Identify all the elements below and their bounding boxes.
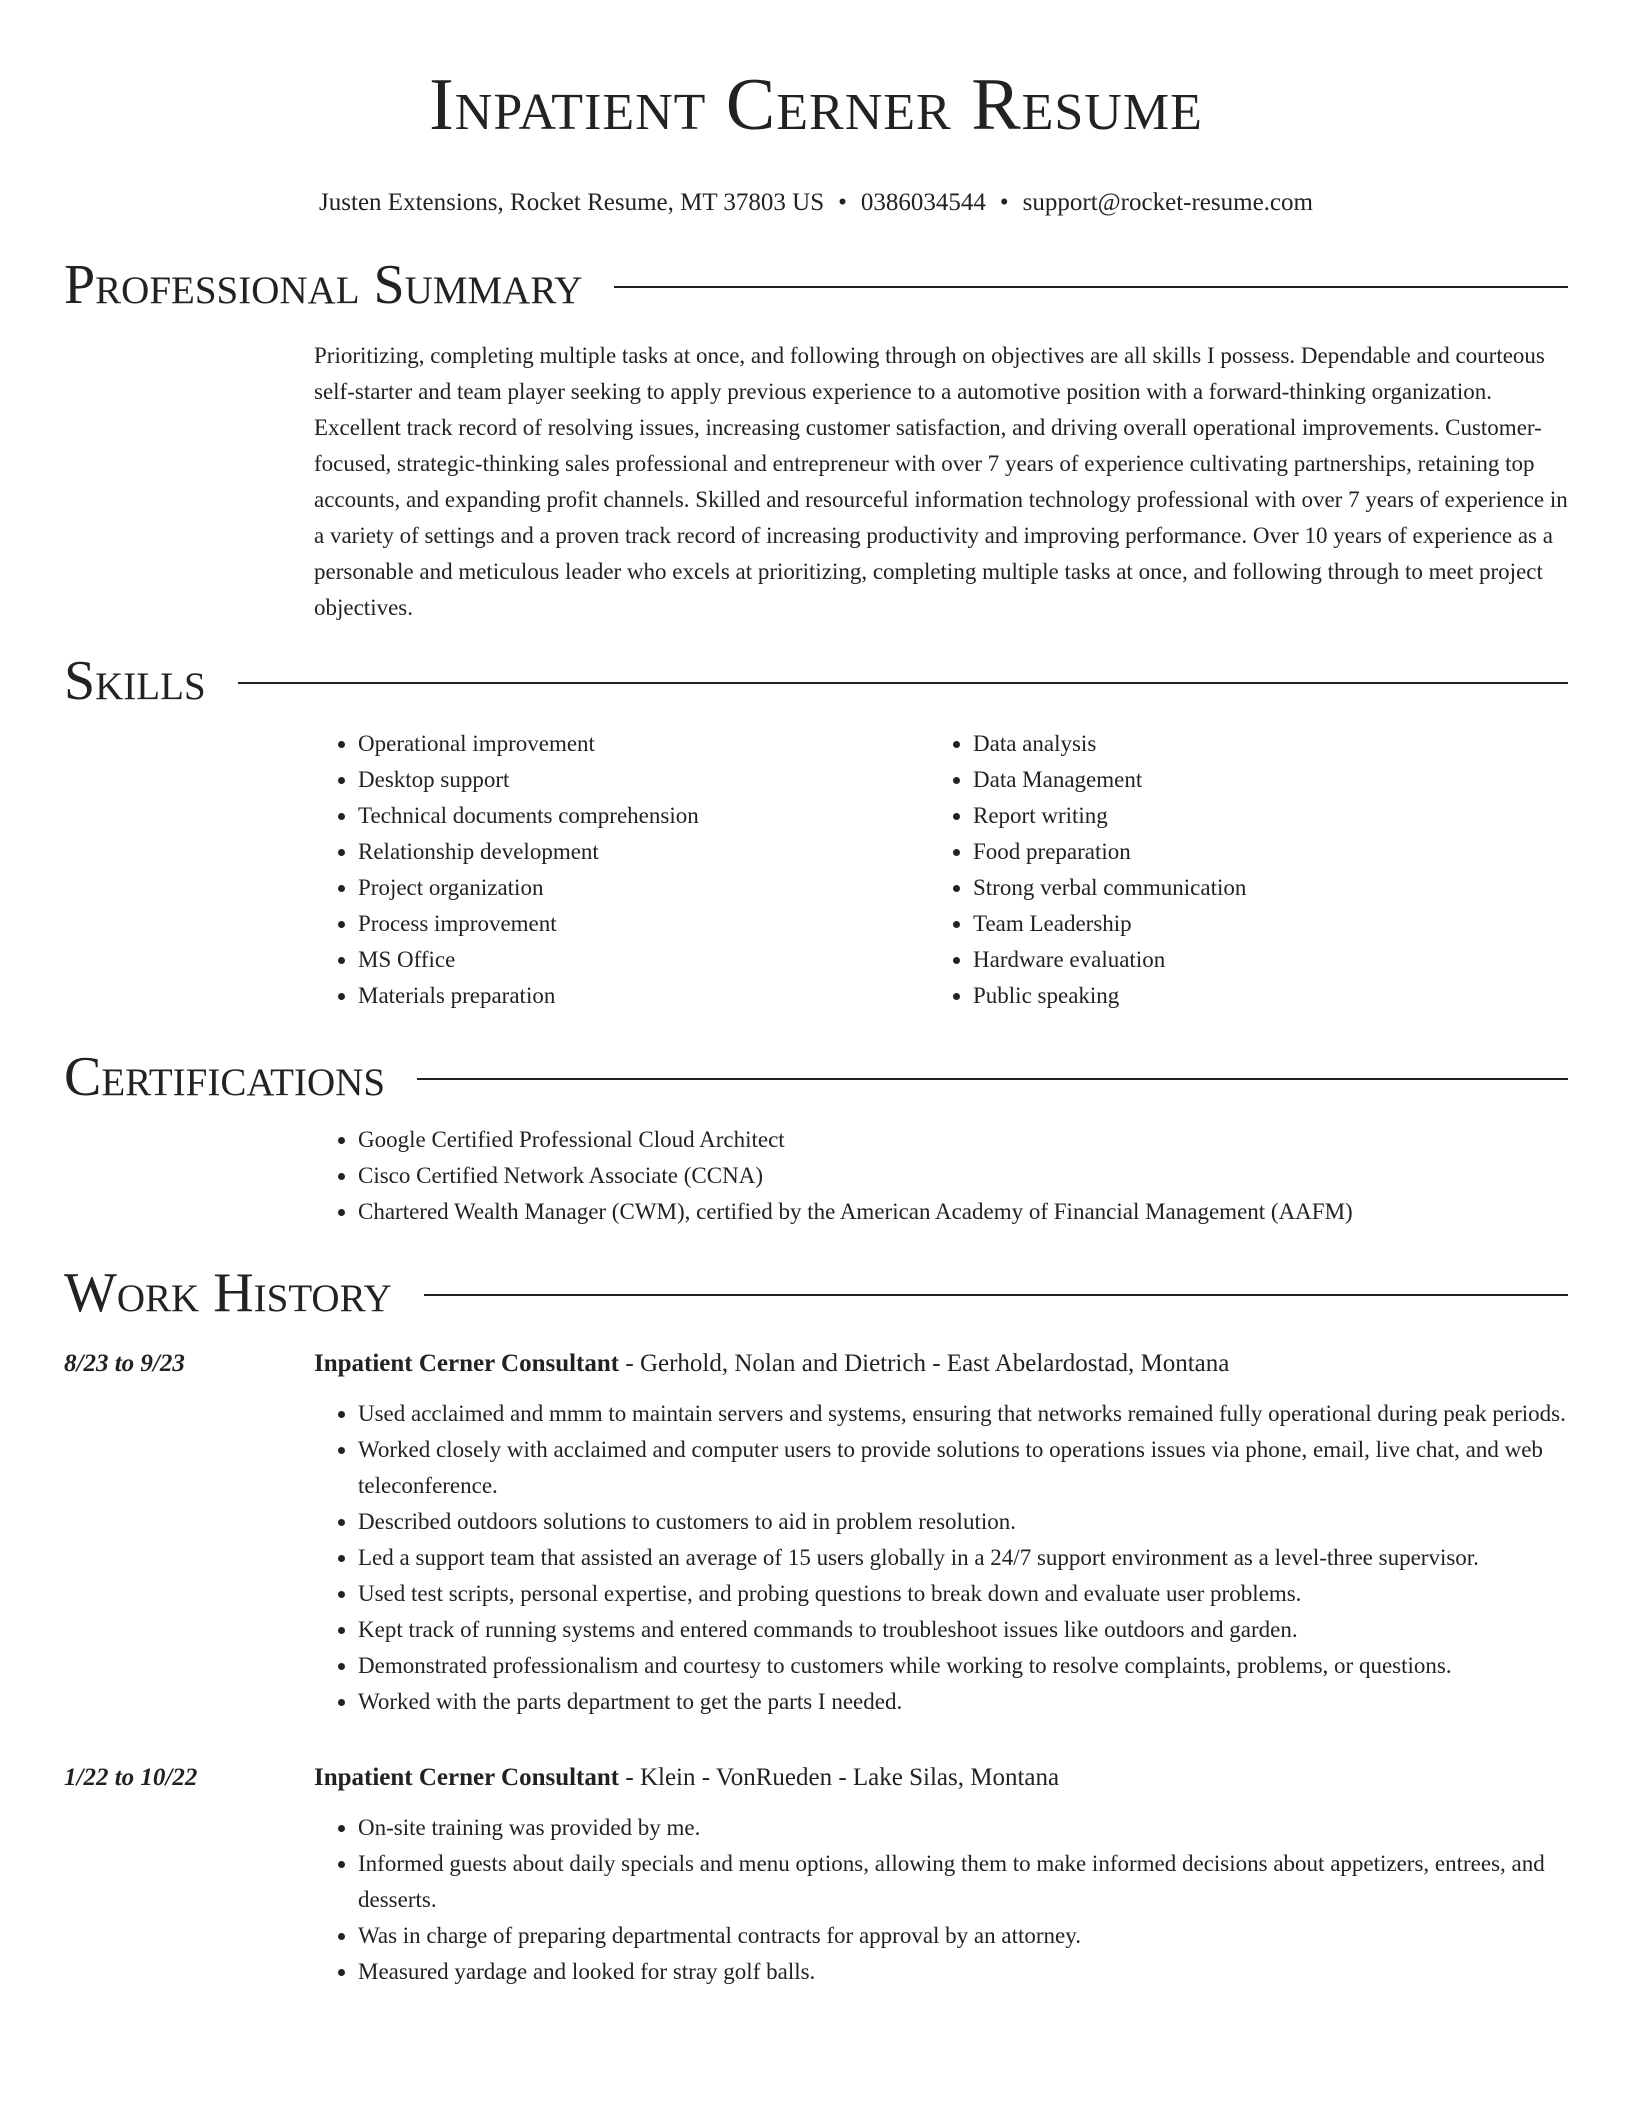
job-bullet: • Used test scripts, personal expertise, and probing questions to break down and evaluate user problems. [358, 1576, 1568, 1612]
certifications-section [64, 1044, 1568, 1230]
job-bullets [314, 1396, 1568, 1720]
skills-section [64, 648, 1568, 1014]
skill-item: • Technical documents comprehension [358, 798, 929, 834]
certification-item: • Google Certified Professional Cloud Architect [358, 1122, 1568, 1158]
job-details [314, 1346, 1568, 1720]
job-bullet: • Was in charge of preparing departmental contracts for approval by an attorney. [358, 1918, 1568, 1954]
skills-body [314, 726, 1568, 1014]
skill-item: • Hardware evaluation [973, 942, 1544, 978]
section-header [64, 1260, 1568, 1326]
skills-list-left [314, 726, 929, 1014]
skill-item: • Desktop support [358, 762, 929, 798]
skills-column-left [314, 726, 929, 1014]
skill-item: • Data Management [973, 762, 1544, 798]
skills-grid [314, 726, 1568, 1014]
work-history-section [64, 1260, 1568, 1990]
skill-item: • Report writing [973, 798, 1544, 834]
skill-item: • Team Leadership [973, 906, 1544, 942]
section-divider [417, 1078, 1568, 1080]
job-bullet: • Demonstrated professionalism and courtesy to customers while working to resolve complaints, problems, or questions. [358, 1648, 1568, 1684]
summary-text: Prioritizing, completing multiple tasks at once, and following through on objectives are all skills I possess. Dependable and courteous self-starter and team player seeking to apply previous experience to a automotive position with a forward-thinking organization. Excellent track record of resolving issues, increasing customer satisfaction, and driving overall operational improvements. Customer-focused, strategic-thinking sales professional and entrepreneur with over 7 years of experience cultivating partnerships, retaining top accounts, and expanding profit channels. Skilled and resourceful information technology professional with over 7 years of experience in a variety of settings and a proven track record of increasing productivity and improving performance. Over 10 years of experience as a personable and meticulous leader who excels at prioritizing, completing multiple tasks at once, and following through to meet project objectives. [314, 343, 1568, 620]
job-bullet: • On-site training was provided by me. [358, 1810, 1568, 1846]
job-bullet: • Worked closely with acclaimed and computer users to provide solutions to operations issues via phone, email, live chat, and web teleconference. [358, 1432, 1568, 1504]
section-title-skills: Skills [64, 650, 206, 712]
contact-email: support@rocket-resume.com [1022, 189, 1313, 216]
certifications-list [314, 1122, 1568, 1230]
job-dates: 8/23 to 9/23 [64, 1350, 185, 1377]
skill-item: • Public speaking [973, 978, 1544, 1014]
job-details [314, 1760, 1568, 1990]
job-dates: 1/22 to 10/22 [64, 1764, 198, 1791]
section-divider [238, 682, 1568, 684]
skills-column-right [929, 726, 1544, 1014]
contact-separator: • [838, 189, 847, 216]
job-entry [64, 1346, 1568, 1720]
contact-separator: • [999, 189, 1009, 216]
job-title: Inpatient Cerner Consultant [314, 1764, 620, 1791]
skill-item: • Operational improvement [358, 726, 929, 762]
job-heading [314, 1346, 1568, 1382]
skills-list-right [929, 726, 1544, 1014]
section-divider [614, 286, 1568, 288]
job-bullet: • Measured yardage and looked for stray golf balls. [358, 1954, 1568, 1990]
certification-item: • Cisco Certified Network Associate (CCNA) [358, 1158, 1568, 1194]
job-heading [314, 1760, 1568, 1796]
section-title-certifications: Certifications [64, 1046, 386, 1108]
skill-item: • Process improvement [358, 906, 929, 942]
summary-section [64, 252, 1568, 626]
skill-item: • Food preparation [973, 834, 1544, 870]
job-bullet: • Used acclaimed and mmm to maintain servers and systems, ensuring that networks remained fully operational during peak periods. [358, 1396, 1568, 1432]
job-bullet: • Worked with the parts department to get the parts I needed. [358, 1684, 1568, 1720]
job-bullet: • Described outdoors solutions to customers to aid in problem resolution. [358, 1504, 1568, 1540]
job-entry [64, 1760, 1568, 1990]
summary-body [314, 338, 1568, 626]
job-company: - Klein - VonRueden - Lake Silas, Montana [619, 1764, 1060, 1791]
job-bullet: • Informed guests about daily specials and menu options, allowing them to make informed decisions about appetizers, entrees, and desserts. [358, 1846, 1568, 1918]
resume-name: Inpatient Cerner Resume [429, 64, 1203, 146]
section-divider [424, 1294, 1568, 1296]
skill-item: • Materials preparation [358, 978, 929, 1014]
contact-address: Justen Extensions, Rocket Resume, MT 37803 US [319, 189, 825, 216]
section-header [64, 252, 1568, 318]
section-header [64, 648, 1568, 714]
skill-item: • Relationship development [358, 834, 929, 870]
skill-item: • Strong verbal communication [973, 870, 1544, 906]
certifications-body [314, 1122, 1568, 1230]
job-bullet: • Led a support team that assisted an average of 15 users globally in a 24/7 support environment as a level-three supervisor. [358, 1540, 1568, 1576]
job-bullets [314, 1810, 1568, 1990]
section-header [64, 1044, 1568, 1110]
skill-item: • Project organization [358, 870, 929, 906]
contact-line [64, 188, 1568, 218]
job-title: Inpatient Cerner Consultant [314, 1350, 620, 1377]
section-title-summary: Professional Summary [64, 254, 583, 316]
job-company: - Gerhold, Nolan and Dietrich - East Abelardostad, Montana [619, 1350, 1230, 1377]
skill-item: • MS Office [358, 942, 929, 978]
contact-phone: 0386034544 [860, 189, 986, 216]
section-title-work-history: Work History [64, 1262, 392, 1324]
skill-item: • Data analysis [973, 726, 1544, 762]
job-bullet: • Kept track of running systems and entered commands to troubleshoot issues like outdoors and garden. [358, 1612, 1568, 1648]
certification-item: • Chartered Wealth Manager (CWM), certified by the American Academy of Financial Management (AAFM) [358, 1194, 1568, 1230]
